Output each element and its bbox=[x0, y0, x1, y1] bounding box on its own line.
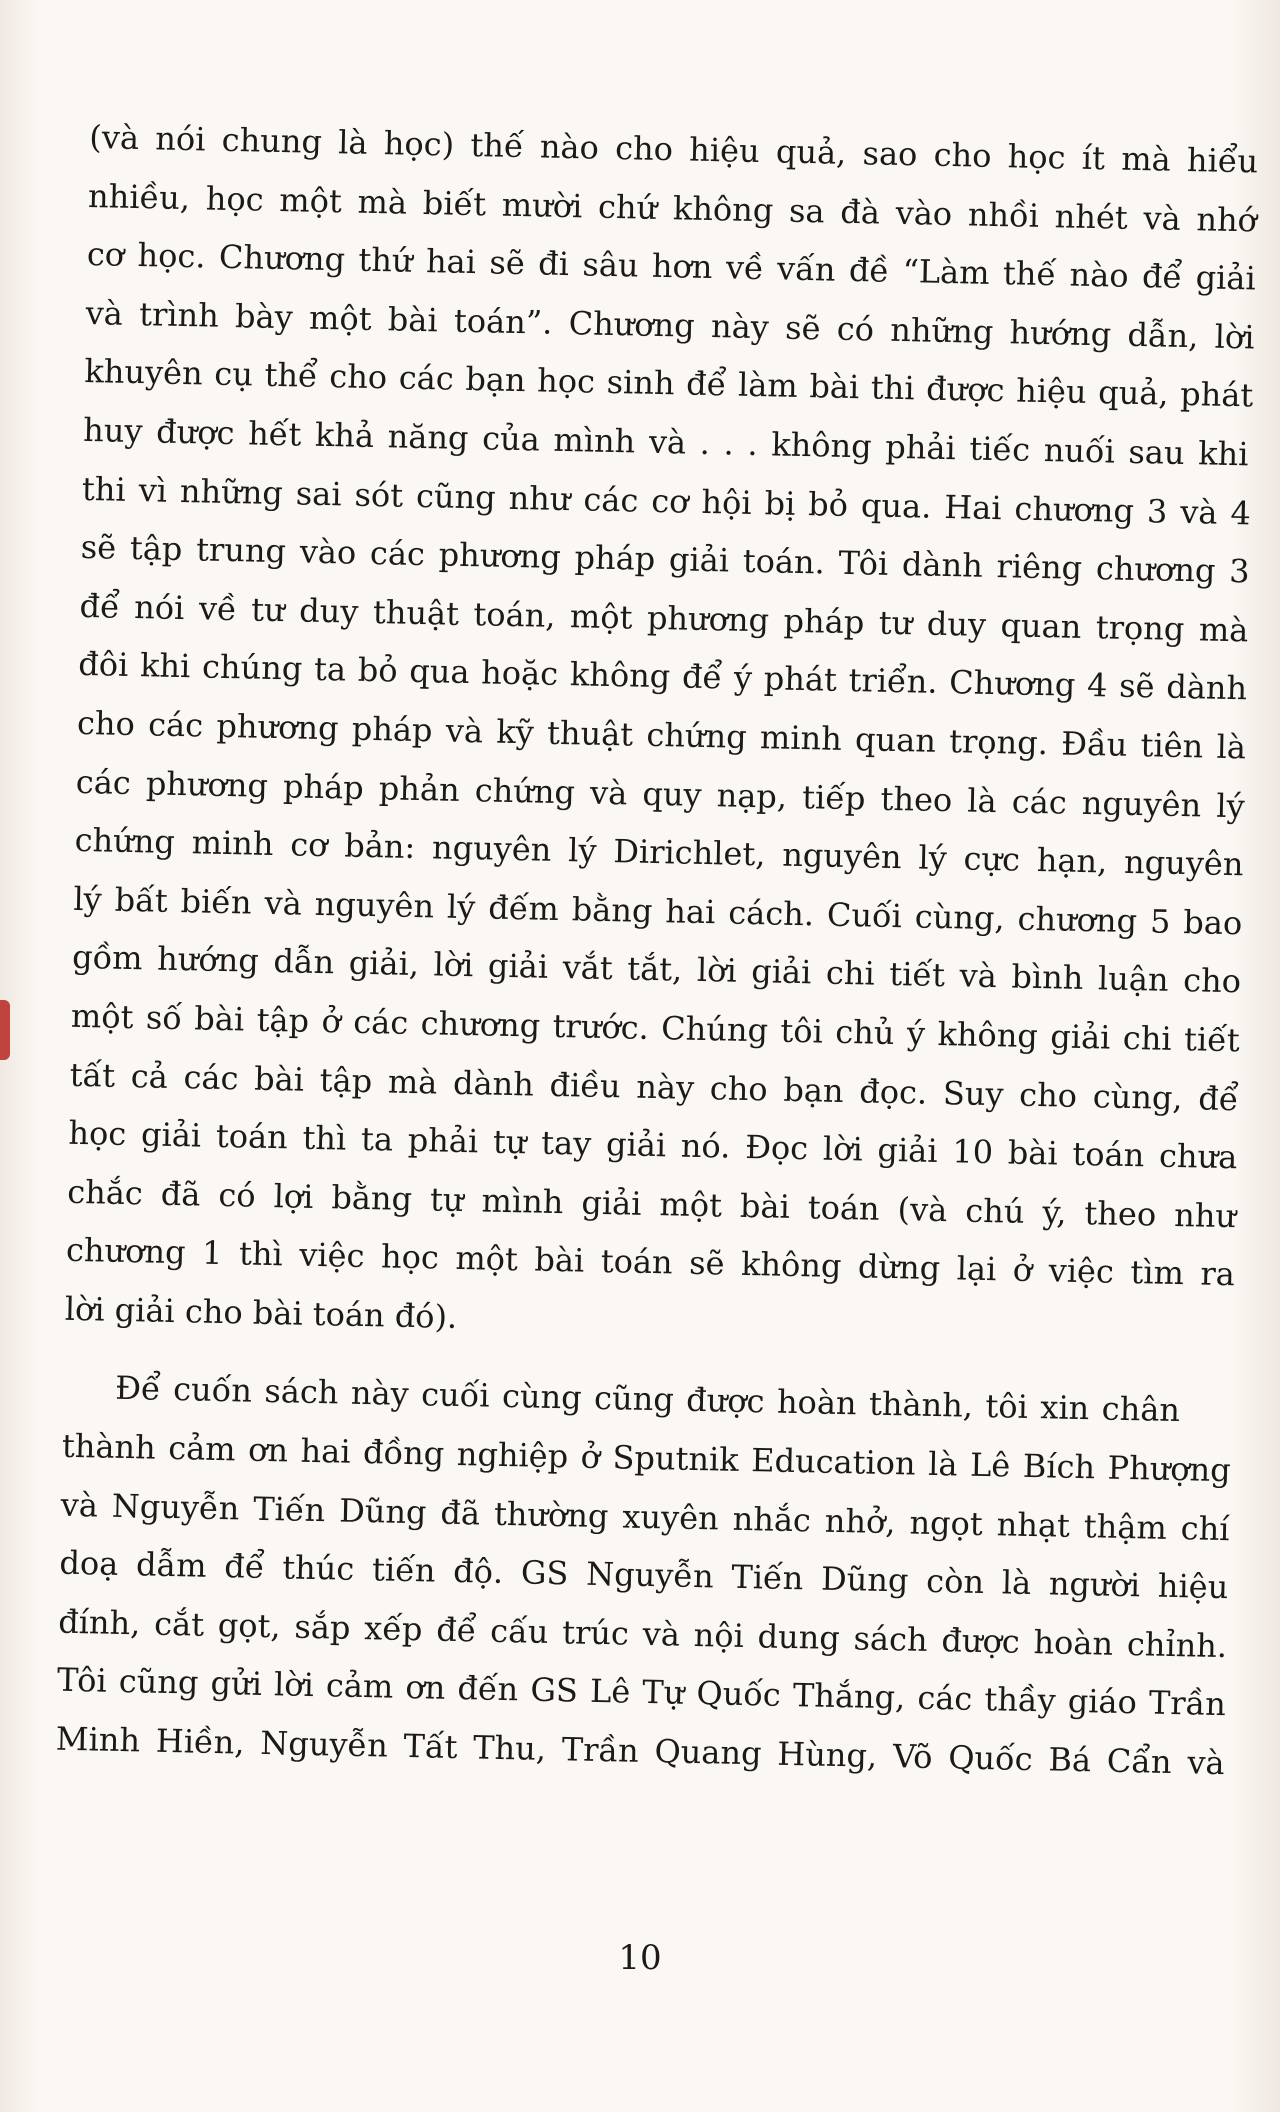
page-number: 10 bbox=[618, 1938, 662, 1978]
text-line: thành cảm ơn hai đồng nghiệp ở Sputnik Education là Lê Bích Phượng bbox=[61, 1426, 1232, 1490]
text-line: tất cả các bài tập mà dành điều này cho bạn đọc. Suy cho cùng, để bbox=[69, 1055, 1239, 1118]
text-line: lý bất biến và nguyên lý đếm bằng hai cách. Cuối cùng, chương 5 bao bbox=[73, 879, 1243, 943]
text-line: Để cuốn sách này cuối cùng cũng được hoàn thành, tôi xin chân bbox=[114, 1369, 1181, 1430]
text-line: doạ dẫm để thúc tiến độ. GS Nguyễn Tiến Dũng còn là người hiệu bbox=[59, 1543, 1229, 1607]
text-line: Tôi cũng gửi lời cảm ơn đến GS Lê Tự Quốc Thắng, các thầy giáo Trần bbox=[56, 1661, 1227, 1724]
text-line: Minh Hiền, Nguyễn Tất Thu, Trần Quang Hùng, Võ Quốc Bá Cẩn và bbox=[55, 1719, 1225, 1783]
text-line: nhiều, học một mà biết mười chứ không sa đà vào nhồi nhét và nhớ bbox=[87, 176, 1258, 240]
paragraph-2 bbox=[55, 1358, 1233, 1793]
text-line: lời giải cho bài toán đó). bbox=[64, 1289, 458, 1336]
text-line: thi vì những sai sót cũng như các cơ hội bị bỏ qua. Hai chương 3 và 4 bbox=[81, 469, 1252, 532]
text-line: học giải toán thì ta phải tự tay giải nó. Đọc lời giải 10 bài toán chưa bbox=[68, 1113, 1238, 1177]
text-line: sẽ tập trung vào các phương pháp giải toán. Tôi dành riêng chương 3 bbox=[80, 528, 1250, 591]
text-line: cho các phương pháp và kỹ thuật chứng minh quan trọng. Đầu tiên là bbox=[76, 703, 1247, 767]
text-line: huy được hết khả năng của mình và . . . không phải tiếc nuối sau khi bbox=[82, 410, 1249, 474]
text-line: khuyên cụ thể cho các bạn học sinh để làm bài thi được hiệu quả, phát bbox=[84, 352, 1254, 415]
text-line: gồm hướng dẫn giải, lời giải vắt tắt, lời giải chi tiết và bình luận cho bbox=[71, 938, 1242, 1001]
body-text bbox=[55, 108, 1260, 1793]
text-line: một số bài tập ở các chương trước. Chúng tôi chủ ý không giải chi tiết bbox=[70, 996, 1241, 1060]
paragraph-1 bbox=[64, 108, 1260, 1363]
text-line: các phương pháp phản chứng và quy nạp, tiếp theo là các nguyên lý bbox=[75, 762, 1246, 825]
page-edge-tab bbox=[0, 1000, 10, 1060]
text-line: đính, cắt gọt, sắp xếp để cấu trúc và nội dung sách được hoàn chỉnh. bbox=[57, 1602, 1228, 1665]
text-line: chứng minh cơ bản: nguyên lý Dirichlet, nguyên lý cực hạn, nguyên bbox=[74, 820, 1244, 884]
text-line: cơ học. Chương thứ hai sẽ đi sâu hơn về vấn đề “Làm thế nào để giải bbox=[86, 235, 1257, 298]
text-line: và Nguyễn Tiến Dũng đã thường xuyên nhắc nhở, ngọt nhạt thậm chí bbox=[60, 1485, 1230, 1548]
text-line: và trình bày một bài toán”. Chương này sẽ có những hướng dẫn, lời bbox=[85, 293, 1255, 357]
text-line: chương 1 thì việc học một bài toán sẽ không dừng lại ở việc tìm ra bbox=[65, 1231, 1236, 1294]
text-line: (và nói chung là học) thế nào cho hiệu quả, sao cho học ít mà hiểu bbox=[88, 117, 1259, 181]
text-line: đôi khi chúng ta bỏ qua hoặc không để ý phát triển. Chương 4 sẽ dành bbox=[77, 645, 1248, 708]
text-line: để nói về tư duy thuật toán, một phương pháp tư duy quan trọng mà bbox=[79, 586, 1249, 650]
text-line: chắc đã có lợi bằng tự mình giải một bài toán (và chú ý, theo như bbox=[66, 1172, 1237, 1235]
